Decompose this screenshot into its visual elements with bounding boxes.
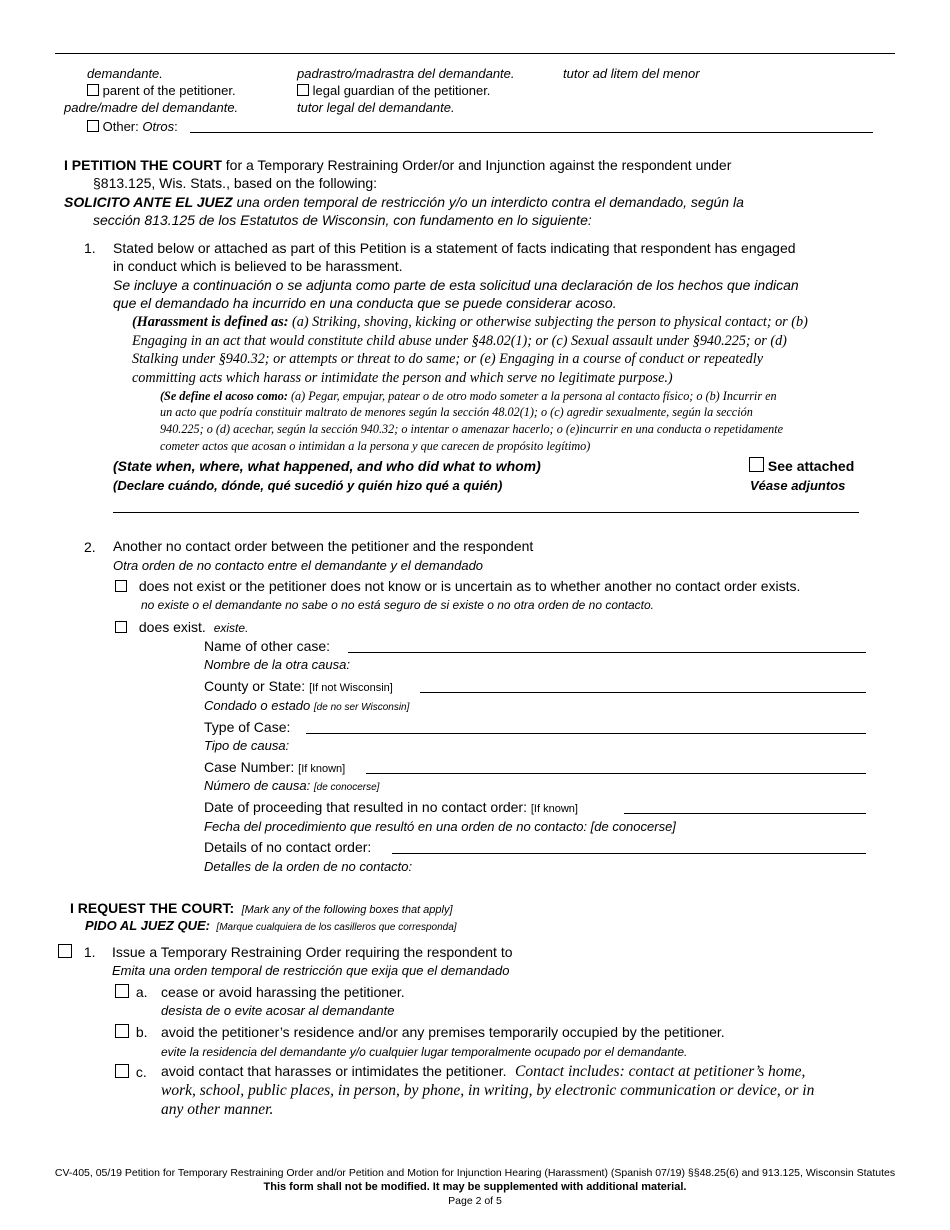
option-b: b. — [115, 1024, 148, 1040]
other-option: Other: Otros: — [87, 119, 178, 134]
petition-line-2: §813.125, Wis. Stats., based on the following: — [93, 175, 378, 191]
parent-label: parent of the petitioner. — [102, 83, 236, 98]
item1-en-1: Stated below or attached as part of this Petition is a statement of facts indicating that respondent has engaged — [113, 240, 796, 256]
see-attached-option — [749, 457, 854, 474]
details-label-es: Detalles de la orden de no contacto: — [204, 859, 413, 874]
state-instructions-en: (State when, where, what happened, and who did what to whom) — [113, 458, 541, 474]
option-c: c. — [115, 1064, 147, 1080]
tro-label: Issue a Temporary Restraining Order requiring the respondent to — [112, 944, 513, 960]
parent-option — [87, 83, 236, 98]
petition-lead: I PETITION THE COURT — [64, 157, 222, 173]
option-a-checkbox[interactable] — [115, 984, 129, 998]
harassment-definition-1: (Harassment is defined as: (a) Striking, shoving, kicking or otherwise subjecting the person to physical contact; or (b) — [132, 314, 808, 330]
see-attached-label: See attached — [767, 458, 855, 474]
item1-es-2: que el demandado ha incurrido en una conducta que se puede considerar acoso. — [113, 295, 617, 311]
case-number-field[interactable] — [366, 773, 866, 774]
item2-es: Otra orden de no contacto entre el demandante y el demandado — [113, 558, 484, 573]
county-field[interactable] — [420, 692, 866, 693]
order-exists-option — [115, 619, 248, 635]
case-number-label-es: Número de causa: [de conocerse] — [204, 778, 380, 793]
item2-number: 2. — [84, 539, 96, 555]
tro-label-es: Emita una orden temporal de restricción que exija que el demandado — [112, 963, 510, 978]
item1-en-2: in conduct which is believed to be harassment. — [113, 258, 403, 274]
county-label-es: Condado o estado [de no ser Wisconsin] — [204, 698, 410, 713]
option-stepparent-es: padrastro/madrastra del demandante. — [297, 66, 515, 81]
harassment-definition-4: committing acts which harass or intimidate the person and which serve no legitimate purpose.) — [132, 370, 673, 386]
guardian-label: legal guardian of the petitioner. — [312, 83, 491, 98]
type-of-case-label-es: Tipo de causa: — [204, 738, 290, 753]
option-petitioner-es: demandante. — [87, 66, 163, 81]
type-of-case-label: Type of Case: — [204, 719, 291, 735]
date-of-proceeding-field[interactable] — [624, 813, 866, 814]
item2-en: Another no contact order between the petitioner and the respondent — [113, 538, 534, 554]
page-number: Page 2 of 5 — [448, 1195, 502, 1207]
name-of-case-label: Name of other case: — [204, 638, 331, 654]
option-gal-es: tutor ad litem del menor — [563, 66, 700, 81]
name-of-case-field[interactable] — [348, 652, 866, 653]
state-instructions-es: (Declare cuándo, dónde, qué sucedió y quién hizo qué a quién) — [113, 478, 503, 493]
acoso-definition-1: (Se define el acoso como: (a) Pegar, empujar, patear o de otro modo someter a la persona al contacto físico; o (b) Incurrir en — [160, 389, 777, 403]
option-c-checkbox[interactable] — [115, 1064, 129, 1078]
acoso-definition-3: 940.225; o (d) acechar, según la sección 940.32; o intentar o amenazar hacerlo; o (e)incurrir en una conducta o repetidamente — [160, 422, 784, 436]
see-attached-checkbox[interactable] — [749, 457, 764, 472]
statement-input-line[interactable] — [113, 512, 859, 513]
details-label: Details of no contact order: — [204, 839, 372, 855]
order-exists-checkbox[interactable] — [115, 621, 127, 633]
details-field[interactable] — [392, 853, 866, 854]
request-heading-es: PIDO AL JUEZ QUE: [Marque cualquiera de los casilleros que corresponda] — [85, 918, 457, 933]
case-number-label: Case Number: [If known] — [204, 759, 346, 775]
petition-es-line-1: SOLICITO ANTE EL JUEZ una orden temporal de restricción y/o un interdicto contra el demandado, según la — [64, 194, 744, 210]
acoso-definition-2: un acto que podría constituir maltrato de menores según la sección 48.02(1); o (c) agredir sexualmente, según la sección — [160, 405, 753, 419]
parent-checkbox[interactable] — [87, 84, 99, 96]
other-input-line[interactable] — [190, 132, 873, 133]
date-of-proceeding-label: Date of proceeding that resulted in no contact order: [If known] — [204, 799, 578, 815]
other-label-es: Otros — [142, 119, 175, 134]
harassment-definition-3: Stalking under §940.32; or attempts or threat to do same; or (e) Engaging in a course of conduct or repeatedly — [132, 351, 763, 367]
item1-number: 1. — [84, 240, 96, 256]
petition-es-line-2: sección 813.125 de los Estatutos de Wisconsin, con fundamento en lo siguiente: — [93, 212, 592, 228]
guardian-option — [297, 83, 490, 98]
option-c-note-3: any other manner. — [161, 1101, 274, 1118]
footer-form-line: CV-405, 05/19 Petition for Temporary Restraining Order and/or Petition and Motion for Injunction Hearing (Harassment) (Spanish 07/19) §§48.25(6) and 913.125, Wisconsin Statutes — [54, 1167, 896, 1179]
type-of-case-field[interactable] — [306, 733, 866, 734]
option-b-checkbox[interactable] — [115, 1024, 129, 1038]
item1-es-1: Se incluye a continuación o se adjunta como parte de esta solicitud una declaración de los hechos que indican — [113, 277, 799, 293]
option-a: a. — [115, 984, 148, 1000]
top-rule — [55, 53, 895, 54]
county-label: County or State: [If not Wisconsin] — [204, 678, 393, 694]
no-order-label: does not exist or the petitioner does not know or is uncertain as to whether another no contact order exists. — [138, 578, 801, 594]
petition-line-1: I PETITION THE COURT for a Temporary Restraining Order/or and Injunction against the respondent under — [64, 157, 732, 173]
see-attached-label-es: Véase adjuntos — [750, 478, 846, 493]
request-heading: I REQUEST THE COURT: [Mark any of the following boxes that apply] — [70, 900, 453, 916]
name-of-case-label-es: Nombre de la otra causa: — [204, 657, 350, 672]
option-c-note-2: work, school, public places, in person, by phone, in writing, by electronic communication or device, or in — [161, 1082, 815, 1099]
order-exists-label: does exist. — [138, 619, 206, 635]
other-label: Other: — [102, 119, 139, 134]
no-order-checkbox[interactable] — [115, 580, 127, 592]
guardian-checkbox[interactable] — [297, 84, 309, 96]
order-exists-label-es: existe. — [213, 621, 249, 635]
tro-option: 1. — [58, 944, 96, 960]
tro-checkbox[interactable] — [58, 944, 72, 958]
date-of-proceeding-label-es: Fecha del procedimiento que resultó en una orden de no contacto: [de conocerse] — [204, 819, 676, 834]
harassment-definition-2: Engaging in an act that would constitute child abuse under §48.02(1); or (c) Sexual assault under §940.225; or (d) — [132, 333, 787, 349]
other-checkbox[interactable] — [87, 120, 99, 132]
option-b-label: avoid the petitioner’s residence and/or any premises temporarily occupied by the petitioner. — [161, 1024, 725, 1040]
parent-label-es: padre/madre del demandante. — [64, 100, 239, 115]
option-a-label-es: desista de o evite acosar al demandante — [161, 1003, 395, 1018]
option-b-label-es: evite la residencia del demandante y/o cualquier lugar temporalmente ocupado por el demandante. — [161, 1045, 688, 1059]
guardian-label-es: tutor legal del demandante. — [297, 100, 455, 115]
no-order-label-es: no existe o el demandante no sabe o no está seguro de si existe o no otra orden de no contacto. — [141, 598, 655, 612]
acoso-definition-4: cometer actos que acosan o intimidan a la persona y que carecen de propósito legítimo) — [160, 439, 591, 453]
footer-notice: This form shall not be modified. It may be supplemented with additional material. — [263, 1181, 687, 1193]
no-order-option — [115, 578, 800, 594]
option-c-label: avoid contact that harasses or intimidates the petitioner. Contact includes: contact at petitioner’s home, — [161, 1063, 806, 1080]
option-a-label: cease or avoid harassing the petitioner. — [161, 984, 405, 1000]
